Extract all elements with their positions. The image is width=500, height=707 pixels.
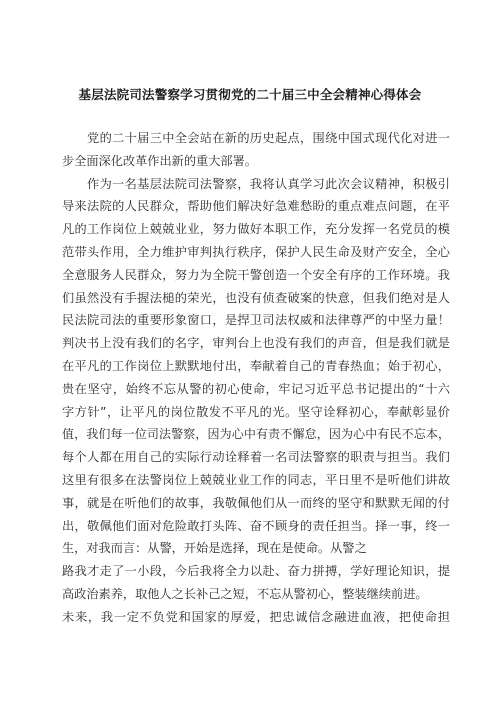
body-line: 们虽然没有手握法槌的荣光，也没有侦查破案的快意，但我们绝对是人 <box>62 290 450 305</box>
body-line: 字方针”，让平凡的岗位散发不平凡的光。坚守诠释初心，奉献彰显价 <box>62 404 450 419</box>
body-line: 党的二十届三中全会站在新的历史起点，围绕中国式现代化对进一 <box>62 131 450 145</box>
body-line: 路我才走了一小段，今后我将全力以赴、奋力拼搏，学好理论知识，提 <box>62 564 450 579</box>
body-line: 凡的工作岗位上兢兢业业，努力做好本职工作，充分发挥一名党员的模 <box>62 222 450 237</box>
body-line: 作为一名基层法院司法警察，我将认真学习此次会议精神，积极引 <box>62 176 450 191</box>
body-line: 贵在坚守，始终不忘从警的初心使命，牢记习近平总书记提出的“十六 <box>62 381 450 396</box>
body-line: 出，敬佩他们面对危险敢打头阵、奋不顾身的责任担当。择一事，终一 <box>62 518 450 533</box>
body-line: 判决书上没有我们的名字，审判台上也没有我们的声音，但是我们就是 <box>62 336 450 351</box>
body-line: 值，我们每一位司法警察，因为心中有责不懈怠，因为心中有民不忘本， <box>62 427 450 442</box>
body-line: 未来，我一定不负党和国家的厚爱，把忠诚信念融进血液，把使命担 <box>62 609 450 624</box>
body-line: 导来法院的人民群众，帮助他们解决好急难愁盼的重点难点问题，在平 <box>62 199 450 214</box>
body-line: 全意服务人民群众，努力为全院干警创造一个安全有序的工作环境。我 <box>62 267 450 282</box>
body-line: 事，就是在听他们的故事，我敬佩他们从一而终的坚守和默默无闻的付 <box>62 495 450 510</box>
body-line: 高政治素养，取他人之长补己之短，不忘从警初心，整装继续前进。 <box>62 586 428 601</box>
document-title: 基层法院司法警察学习贯彻党的二十届三中全会精神心得体会 <box>78 87 422 102</box>
body-line: 每个人都在用自己的实际行动诠释着一名司法警察的职责与担当。我们 <box>62 450 450 465</box>
body-line: 在平凡的工作岗位上默默地付出，奉献着自己的青春热血；始于初心， <box>62 358 450 373</box>
body-line: 这里有很多在法警岗位上兢兢业业工作的同志，平日里不是听他们讲故 <box>62 472 450 487</box>
body-line: 民法院司法的重要形象窗口，是捍卫司法权威和法律尊严的中坚力量！ <box>62 313 450 328</box>
body-line: 步全面深化改革作出新的重大部署。 <box>62 153 257 168</box>
body-line: 生，对我而言：从警，开始是选择，现在是使命。从警之 <box>62 541 367 556</box>
body-line: 范带头作用，全力维护审判执行秩序，保护人民生命及财产安全，全心 <box>62 244 450 259</box>
document-body <box>62 127 450 629</box>
